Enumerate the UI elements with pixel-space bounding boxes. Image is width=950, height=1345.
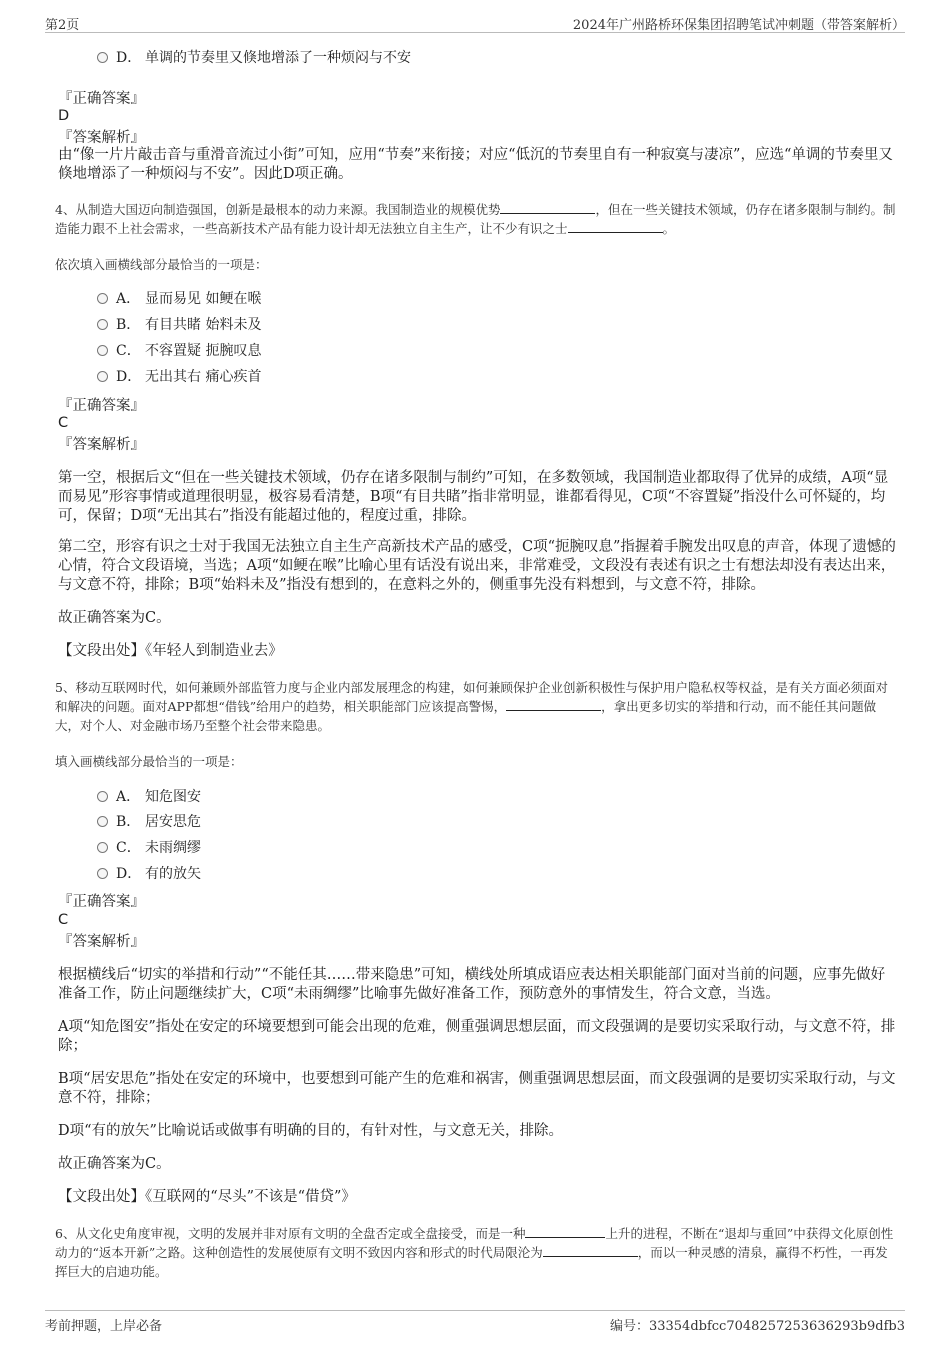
radio-icon[interactable] bbox=[97, 816, 108, 827]
q3-answer-label: 『正确答案』 bbox=[58, 91, 145, 107]
blank-1 bbox=[525, 1225, 605, 1238]
document-title: 2024年广州路桥环保集团招聘笔试冲刺题（带答案解析） bbox=[572, 18, 905, 33]
q5-option-a[interactable]: A． 知危图安 bbox=[97, 787, 201, 807]
q5-analysis-p1: 根据横线后“切实的举措和行动”“不能任其……带来隐患”可知，横线处所填成语应表达相关职能部门面对当前的问题，应事先做好准备工作，防止问题继续扩大，C项“未雨绸缪”比喻事先做好准备工作，预防意外的事情发生，符合文意，当选。 bbox=[58, 967, 886, 1002]
q5-option-d[interactable]: D． 有的放矢 bbox=[97, 864, 201, 884]
q4-conclusion: 故正确答案为C。 bbox=[58, 610, 171, 626]
q4-source: 【文段出处】《年轻人到制造业去》 bbox=[58, 643, 283, 659]
q5-answer-label: 『正确答案』 bbox=[58, 894, 145, 910]
blank-1 bbox=[500, 201, 595, 214]
q5-conclusion: 故正确答案为C。 bbox=[58, 1156, 171, 1172]
q4-option-c[interactable]: C． 不容置疑 扼腕叹息 bbox=[97, 341, 261, 361]
radio-icon[interactable] bbox=[97, 842, 108, 853]
q3-analysis-label: 『答案解析』 bbox=[58, 130, 145, 146]
blank-2 bbox=[568, 220, 663, 233]
q4-analysis-label: 『答案解析』 bbox=[58, 437, 145, 453]
q5-analysis-label: 『答案解析』 bbox=[58, 934, 145, 950]
footer-slogan: 考前押题，上岸必备 bbox=[45, 1319, 163, 1334]
q4-answer-label: 『正确答案』 bbox=[58, 398, 145, 414]
page-number: 第2页 bbox=[45, 18, 80, 33]
radio-icon[interactable] bbox=[97, 791, 108, 802]
radio-icon[interactable] bbox=[97, 52, 108, 63]
q4-option-b[interactable]: B． 有目共睹 始料未及 bbox=[97, 315, 261, 335]
q4-analysis-p2: 第二空，形容有识之士对于我国无法独立自主生产高新技术产品的感受，C项“扼腕叹息”指握着手腕发出叹息的声音，体现了遗憾的心情，符合文段语境，当选；A项“如鲠在喉”比喻心里有话没有说出来，非常难受，文段没有表述有识之士有想法却没有表达出来，与文意不符，排除；B项“始料未及”指没有想到的，在意料之外的，侧重事先没有料想到，与文意不符，排除。 bbox=[58, 539, 896, 593]
radio-icon[interactable] bbox=[97, 293, 108, 304]
q5-option-b[interactable]: B． 居安思危 bbox=[97, 812, 201, 832]
q3-option-d[interactable]: D． 单调的节奏里又倏地增添了一种烦闷与不安 bbox=[97, 48, 411, 68]
q4-option-d[interactable]: D． 无出其右 痛心疾首 bbox=[97, 367, 261, 387]
radio-icon[interactable] bbox=[97, 319, 108, 330]
q5-option-c[interactable]: C． 未雨绸缪 bbox=[97, 838, 201, 858]
q5-analysis-p2: A项“知危图安”指处在安定的环境要想到可能会出现的危难，侧重强调思想层面，而文段强调的是要切实采取行动，与文意不符，排除； bbox=[58, 1019, 896, 1054]
q5-source: 【文段出处】《互联网的“尽头”不该是“借贷”》 bbox=[58, 1189, 356, 1205]
q4-answer: C bbox=[58, 415, 69, 431]
page-header bbox=[45, 12, 905, 33]
q4-analysis-p1: 第一空，根据后文“但在一些关键技术领域，仍存在诸多限制与制约”可知，在多数领域，我国制造业都取得了优异的成绩，A项“显而易见”形容事情或道理很明显，极容易看清楚，B项“有目共睹”指非常明显，谁都看得见，C项“不容置疑”指没什么可怀疑的，均可，保留；D项“无出其右”指没有能超过他的，程度过重，排除。 bbox=[58, 470, 889, 524]
q5-instruction: 填入画横线部分最恰当的一项是： bbox=[55, 754, 243, 769]
q4-stem: 4、从制造大国迈向制造强国，创新是最根本的动力来源。我国制造业的规模优势 ，但在一些关键技术领域，仍存在诸多限制与制约。制造能力跟不上社会需求，一些高新技术产品有能力设计却无法独立自主生产，让不少有识之士 。 bbox=[55, 202, 896, 236]
radio-icon[interactable] bbox=[97, 371, 108, 382]
blank-2 bbox=[543, 1244, 638, 1257]
q3-analysis: 由“像一片片敲击音与重滑音流过小街”可知，应用“节奏”来衔接；对应“低沉的节奏里自有一种寂寞与凄凉”，应选“单调的节奏里又倏地增添了一种烦闷与不安”。因此D项正确。 bbox=[58, 147, 893, 182]
q5-analysis-p3: B项“居安思危”指处在安定的环境中，也要想到可能产生的危难和祸害，侧重强调思想层面，而文段强调的是要切实采取行动，与文意不符，排除； bbox=[58, 1071, 896, 1106]
radio-icon[interactable] bbox=[97, 345, 108, 356]
q5-answer: C bbox=[58, 912, 69, 928]
q4-option-a[interactable]: A． 显而易见 如鲠在喉 bbox=[97, 289, 261, 309]
document-id: 编号：33354dbfcc7048257253636293b9dfb3 bbox=[609, 1319, 905, 1334]
q5-analysis-p4: D项“有的放矢”比喻说话或做事有明确的目的，有针对性，与文意无关，排除。 bbox=[58, 1123, 563, 1139]
blank-1 bbox=[506, 698, 601, 711]
page-footer bbox=[45, 1310, 905, 1334]
q4-instruction: 依次填入画横线部分最恰当的一项是： bbox=[55, 257, 268, 272]
q6-stem: 6、从文化史角度审视，文明的发展并非对原有文明的全盘否定或全盘接受，而是一种 上升的进程，不断在“退却与重回”中获得文化原创性动力的“返本开新”之路。这种创造性的发展使原有文明不致因内容和形式的时代局限沦为 ，而以一种灵感的清泉，赢得不朽性，一再发挥巨大的启迪功能。 bbox=[55, 1226, 894, 1279]
radio-icon[interactable] bbox=[97, 868, 108, 879]
q5-stem: 5、移动互联网时代，如何兼顾外部监管力度与企业内部发展理念的构建，如何兼顾保护企业创新积极性与保护用户隐私权等权益，是有关方面必须面对和解决的问题。面对APP都想“借钱”给用户的趋势，相关职能部门应该提高警惕， ，拿出更多切实的举措和行动，而不能任其问题做大，对个人、对金融市场乃至整个社会带来隐患。 bbox=[55, 680, 888, 733]
q3-answer: D bbox=[58, 108, 70, 124]
